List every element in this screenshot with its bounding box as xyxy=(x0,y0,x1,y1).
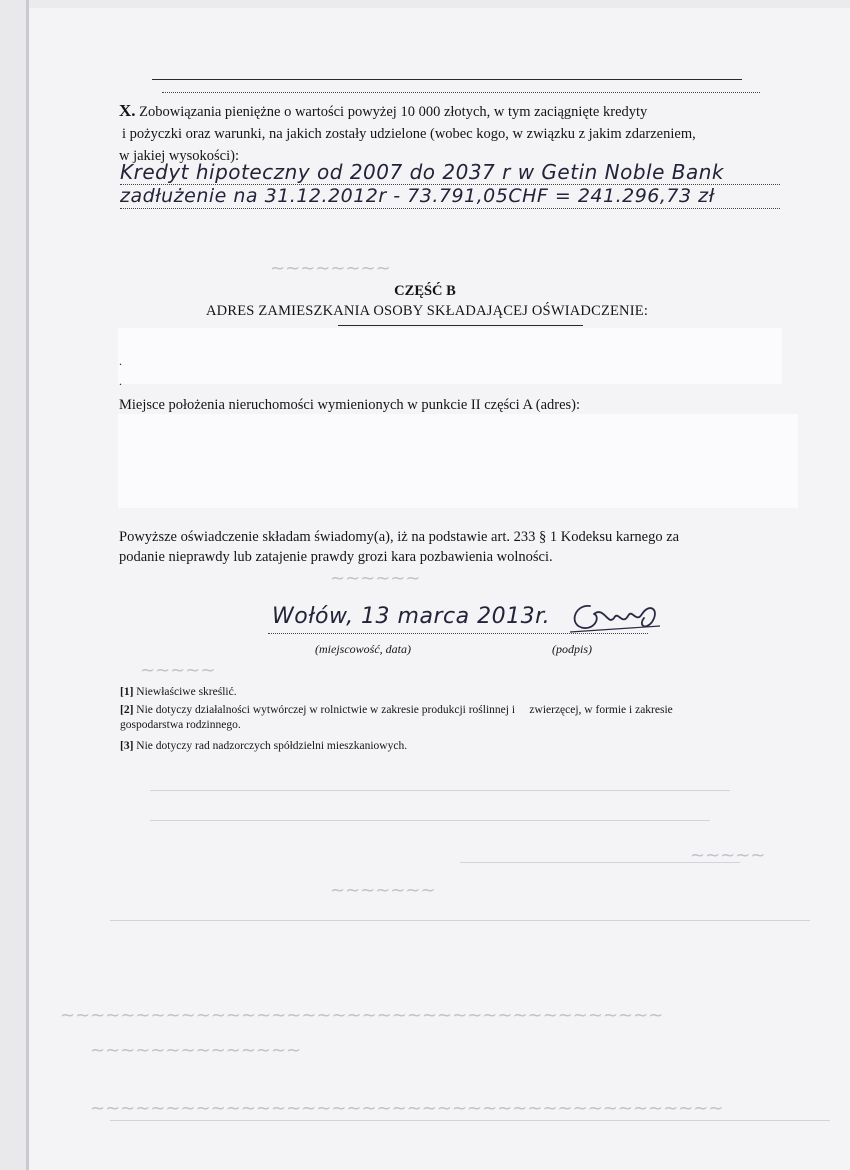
declaration-line2: podanie nieprawdy lub zatajenie prawdy grozi kara pozbawienia wolności. xyxy=(119,549,553,565)
property-location-label: Miejsce położenia nieruchomości wymienionych w punkcie II części A (adres): xyxy=(119,397,581,413)
footnote-2-text: Nie dotyczy działalności wytwórczej w rolnictwie w zakresie produkcji roślinnej i zwierzęcej, w formie i zakresie xyxy=(136,704,673,716)
dotted-answer-line-2 xyxy=(120,208,780,209)
bleed-through-mark: ~~~~~ xyxy=(140,660,216,681)
signature-caption: (podpis) xyxy=(552,642,592,656)
section-x-number: X. xyxy=(119,101,136,120)
footnote-3 xyxy=(120,739,407,753)
bleed-through-mark: ~~~~~~~ xyxy=(330,880,436,901)
bleed-through-mark: ~~~~~~ xyxy=(330,568,421,589)
bleed-through-line xyxy=(460,862,740,863)
footnote-1-number: [1] xyxy=(120,686,134,698)
bleed-through-mark: ~~~~~~~~~~~~~~~~~~~~~~~~~~~~~~~~~~~~~~~~ xyxy=(60,1005,664,1026)
scan-edge-shadow xyxy=(26,0,29,1170)
part-b-heading: CZĘŚĆ B xyxy=(394,283,456,299)
signature-icon xyxy=(560,596,670,640)
handwritten-place-date: Wołów, 13 marca 2013r. xyxy=(272,604,551,629)
section-x-line1 xyxy=(119,102,647,121)
address-bullet: . xyxy=(119,374,122,388)
bleed-through-mark: ~~~~~ xyxy=(690,845,766,866)
bleed-through-line xyxy=(110,920,810,921)
section-x-line2: i pożyczki oraz warunki, na jakich zostały udzielone (wobec kogo, w związku z jakim zdarzeniem, xyxy=(122,126,696,142)
bleed-through-line xyxy=(150,820,710,821)
scan-edge xyxy=(0,0,26,1170)
handwritten-debt-entry: zadłużenie na 31.12.2012r - 73.791,05CHF = 241.296,73 zł xyxy=(120,185,715,207)
top-dotted-rule xyxy=(162,92,760,93)
bleed-through-line xyxy=(110,1120,830,1121)
address-bullet: . xyxy=(119,354,122,368)
footnote-1 xyxy=(120,685,237,699)
redacted-property-address xyxy=(118,414,798,508)
place-date-caption: (miejscowość, data) xyxy=(315,642,411,656)
bleed-through-mark: ~~~~~~~~~~~~~~ xyxy=(90,1040,302,1061)
bleed-through-mark: ~~~~~~~~~~~~~~~~~~~~~~~~~~~~~~~~~~~~~~~~~~ xyxy=(90,1098,724,1119)
handwritten-loan-entry: Kredyt hipoteczny od 2007 do 2037 r w Getin Noble Bank xyxy=(120,160,725,184)
section-x-line1-text: Zobowiązania pieniężne o wartości powyżej 10 000 złotych, w tym zaciągnięte kredyty xyxy=(139,104,648,120)
declaration-line1: Powyższe oświadczenie składam świadomy(a), iż na podstawie art. 233 § 1 Kodeksu karnego za xyxy=(119,529,680,545)
top-rule xyxy=(152,79,742,80)
part-b-subheading: ADRES ZAMIESZKANIA OSOBY SKŁADAJĄCEJ OŚWIADCZENIE: xyxy=(206,303,649,319)
section-x-line3: w jakiej wysokości): xyxy=(119,148,240,164)
bleed-through-mark: ~~~~~~~~ xyxy=(270,258,391,279)
scan-top-strip xyxy=(29,0,850,8)
subheading-underline xyxy=(338,325,583,326)
bleed-through-line xyxy=(150,790,730,791)
footnote-1-text: Niewłaściwe skreślić. xyxy=(136,686,237,698)
footnote-2-number: [2] xyxy=(120,704,134,716)
footnote-2-line2: gospodarstwa rodzinnego. xyxy=(120,719,241,731)
footnote-3-number: [3] xyxy=(120,740,134,752)
footnote-3-text: Nie dotyczy rad nadzorczych spółdzielni mieszkaniowych. xyxy=(136,740,408,752)
footnote-2-line1 xyxy=(120,703,673,717)
redacted-address xyxy=(118,328,782,384)
